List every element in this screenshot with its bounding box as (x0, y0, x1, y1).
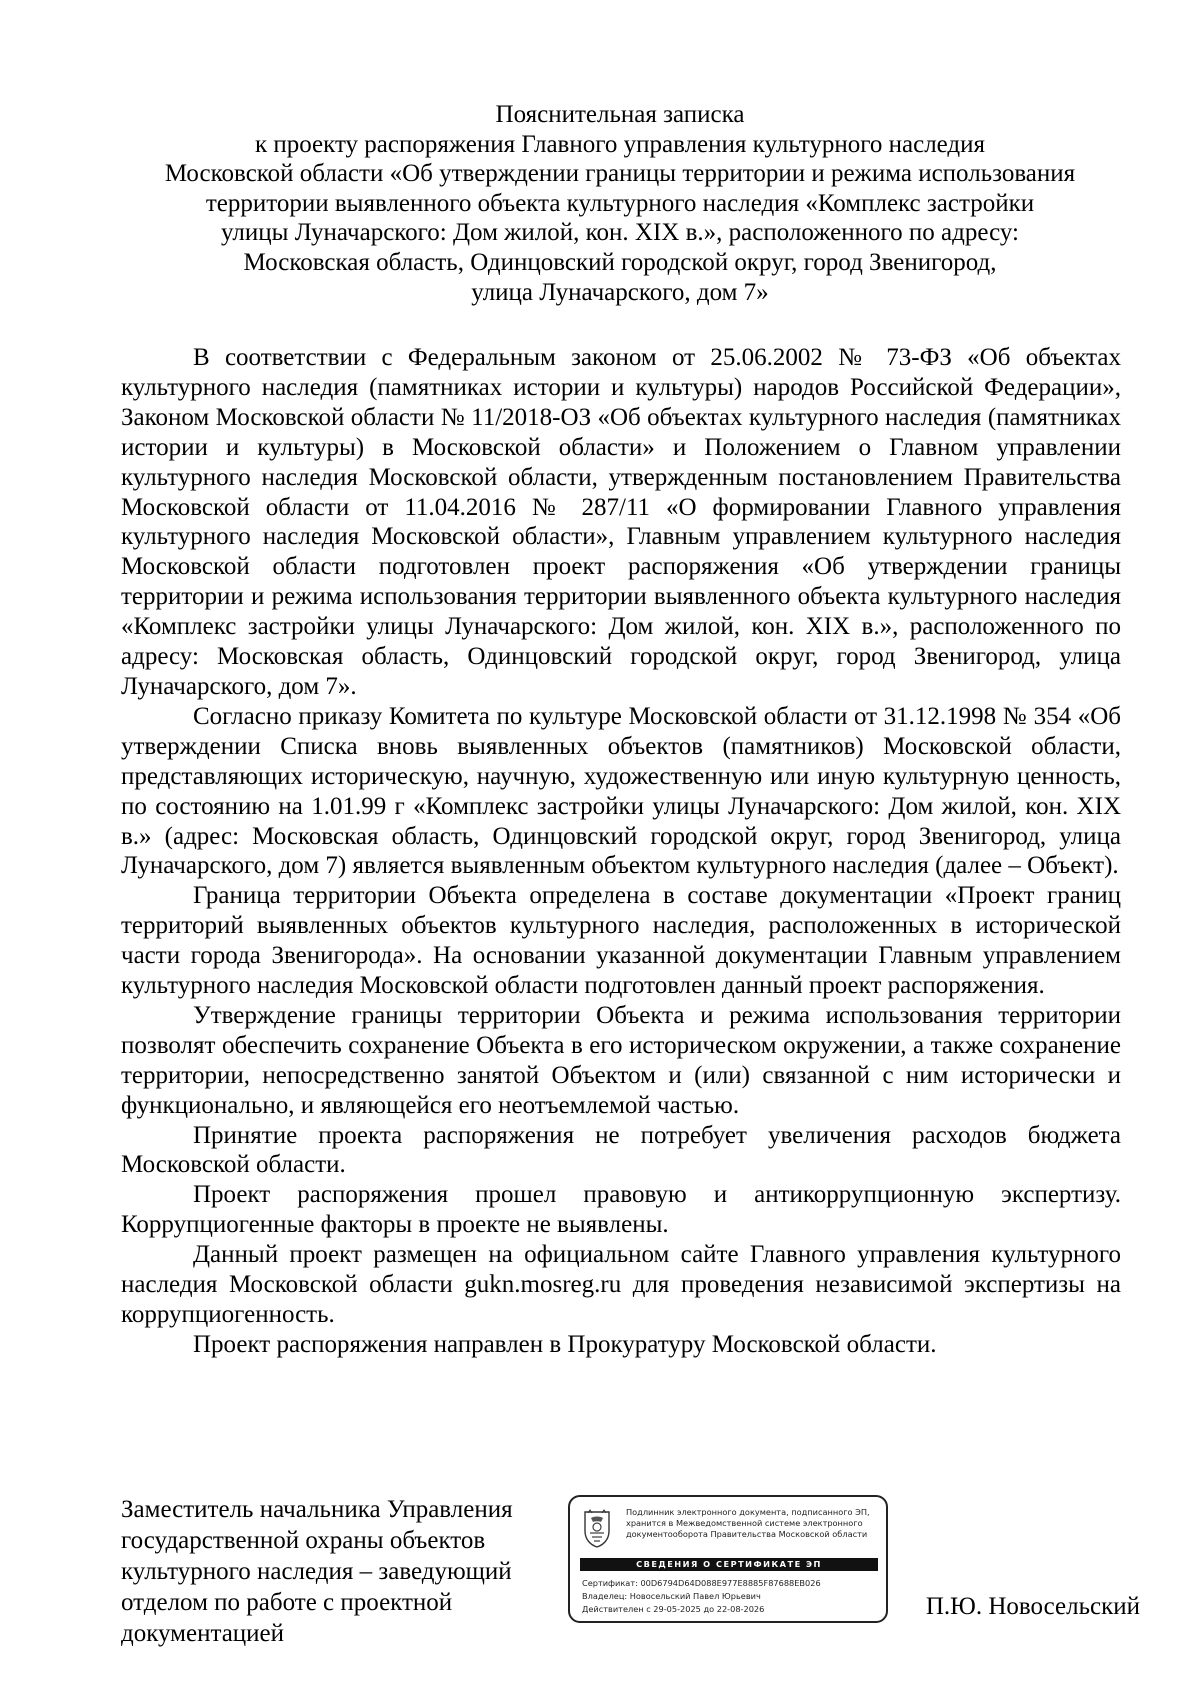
certificate-owner: Владелец: Новосельский Павел Юрьевич (582, 1591, 761, 1601)
stamp-notice-line: хранится в Межведомственной системе электронного (626, 1518, 863, 1528)
certificate-number: Сертификат: 00D6794D64D088E977E8885F87688EB026 (582, 1578, 821, 1588)
signer-line: культурного наследия – заведующий (121, 1558, 512, 1585)
electronic-signature-stamp (568, 1495, 888, 1623)
signer-position (121, 1494, 581, 1649)
document-title (120, 100, 1120, 307)
paragraph: Проект распоряжения направлен в Прокуратуру Московской области. (193, 1330, 937, 1358)
signer-line: государственной охраны объектов (121, 1527, 486, 1554)
paragraph: Принятие проекта распоряжения не потребует увеличения расходов бюджета Московской области. (121, 1121, 1121, 1179)
paragraph: Проект распоряжения прошел правовую и антикоррупционную экспертизу. Коррупциогенные факторы в проекте не выявлены. (121, 1181, 1121, 1239)
paragraph: Утверждение границы территории Объекта и режима использования территории позволят обеспечить сохранение Объекта в его историческом окружении, а также сохранение территории, непосредственно занятой Объектом и (или) связанной с ним исторически и функционально, и являющейся его неотъемлемой частью. (121, 1001, 1121, 1119)
title-line: Московская область, Одинцовский городской округ, город Звенигород, (243, 248, 997, 276)
coat-of-arms-icon (582, 1509, 612, 1549)
signer-line: документацией (121, 1620, 285, 1647)
title-line: к проекту распоряжения Главного управления культурного наследия (254, 130, 986, 158)
signer-line: Заместитель начальника Управления (121, 1496, 513, 1523)
stamp-notice (626, 1507, 884, 1540)
stamp-notice-line: документооборота Правительства Московской области (626, 1529, 868, 1539)
signatory-name: П.Ю. Новосельский (925, 1593, 1140, 1620)
paragraph: Граница территории Объекта определена в составе документации «Проект границ территорий выявленных объектов культурного наследия, расположенных в исторической части города Звенигорода». На основании указанной документации Главным управлением культурного наследия Московской области подготовлен данный проект распоряжения. (121, 882, 1121, 1000)
title-line: Московской области «Об утверждении границы территории и режима использования (164, 160, 1076, 188)
document-body (121, 343, 1121, 1360)
stamp-notice-line: Подлинник электронного документа, подписанного ЭП, (626, 1507, 870, 1517)
paragraph: Согласно приказу Комитета по культуре Московской области от 31.12.1998 № 354 «Об утверждении Списка вновь выявленных объектов (памятников) Московской области, представляющих историческую, научную, художественную или иную культурную ценность, по состоянию на 1.01.99 г «Комплекс застройки улицы Луначарского: Дом жилой, кон. XIX в.» (адрес: Московская область, Одинцовский городской округ, город Звенигород, улица Луначарского, дом 7) является выявленным объектом культурного наследия (далее – Объект). (121, 702, 1121, 880)
paragraph: Данный проект размещен на официальном сайте Главного управления культурного наследия Московской области gukn.mosreg.ru для проведения независимой экспертизы на коррупциогенность. (121, 1241, 1121, 1328)
certificate-info (582, 1577, 882, 1616)
stamp-header: СВЕДЕНИЯ О СЕРТИФИКАТЕ ЭП (580, 1558, 878, 1571)
title-line: улица Луначарского, дом 7» (471, 278, 769, 306)
title-line: территории выявленного объекта культурного наследия «Комплекс застройки (205, 189, 1035, 217)
title-line: улицы Луначарского: Дом жилой, кон. XIX в.», расположенного по адресу: (221, 219, 1019, 247)
title-line: Пояснительная записка (495, 101, 745, 128)
signer-line: отделом по работе с проектной (121, 1589, 453, 1616)
certificate-validity: Действителен с 29-05-2025 до 22-08-2026 (582, 1604, 765, 1614)
paragraph: В соответствии с Федеральным законом от 25.06.2002 № 73-ФЗ «Об объектах культурного наследия (памятниках истории и культуры) народов Российской Федерации», Законом Московской области № 11/2018-ОЗ «Об объектах культурного наследия (памятниках истории и культуры) в Московской области» и Положением о Главном управлении культурного наследия Московской области, утвержденным постановлением Правительства Московской области от 11.04.2016 № 287/11 «О формировании Главного управления культурного наследия Московской области», Главным управлением культурного наследия Московской области подготовлен проект распоряжения «Об утверждении границы территории и режима использования территории выявленного объекта культурного наследия «Комплекс застройки улицы Луначарского: Дом жилой, кон. XIX в.», расположенного по адресу: Московская область, Одинцовский городской округ, город Звенигород, улица Луначарского, дом 7». (121, 344, 1121, 700)
